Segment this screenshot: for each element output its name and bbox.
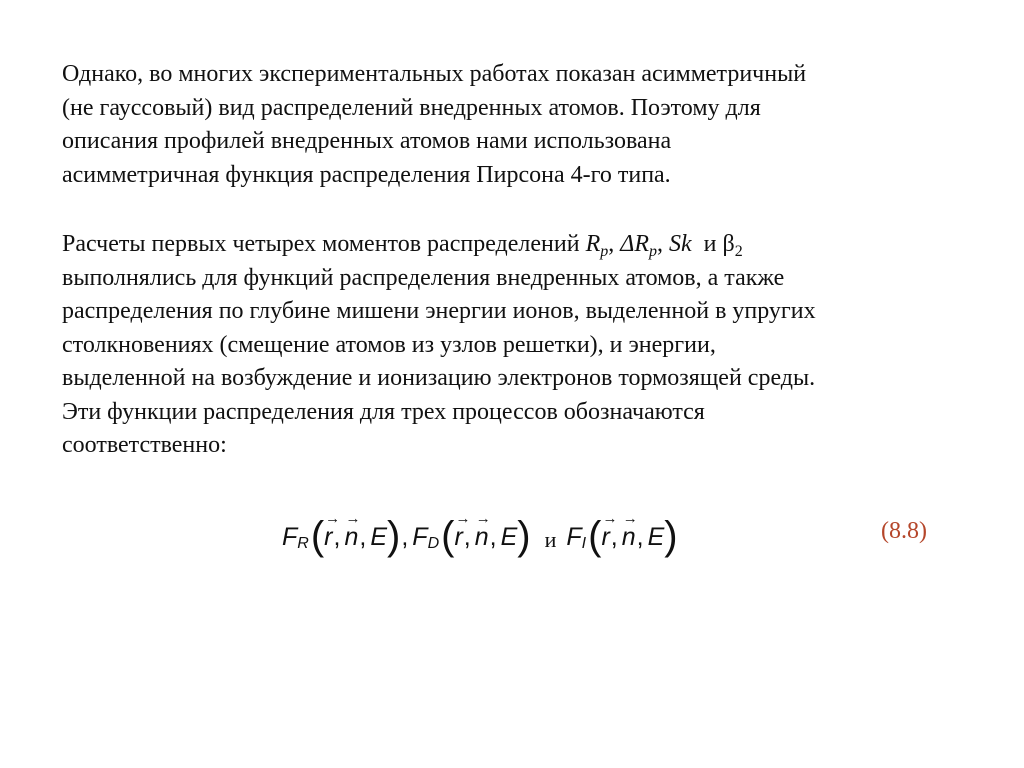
paragraph-1-line: Однако, во многих экспериментальных работах показан асимметричный	[62, 61, 807, 87]
paragraph-2-line: выполнялись для функций распределения внедренных атомов, а также	[62, 264, 785, 291]
equation-number: (8.8)	[881, 518, 927, 544]
function-symbol: F	[566, 522, 582, 551]
comma: ,	[401, 522, 409, 551]
function-subscript-r: R	[297, 535, 309, 552]
energy-e: E	[647, 522, 665, 551]
separator-comma: ,	[608, 231, 621, 257]
paragraph-2-line: выделенной на возбуждение и ионизацию электронов тормозящей среды.	[62, 365, 816, 391]
paragraph-1-line: асимметричная функция распределения Пирсона 4-го типа.	[62, 161, 671, 188]
paragraph-2-line: распределения по глубине мишени энергии ионов, выделенной в упругих	[62, 298, 816, 324]
close-parenthesis: )	[664, 514, 678, 558]
paragraph-1	[62, 58, 962, 192]
function-subscript-i: I	[581, 535, 587, 552]
comma: ,	[610, 522, 618, 551]
vector-r: → r	[324, 523, 332, 552]
vector-n: → n	[344, 523, 358, 552]
comma: ,	[463, 522, 471, 551]
vector-r: → r	[601, 523, 609, 552]
paragraph-2-first-line	[62, 228, 962, 262]
paragraph-2-line: соответственно:	[62, 432, 227, 458]
moment-beta: β	[722, 231, 735, 257]
energy-e: E	[500, 522, 518, 551]
open-parenthesis: (	[588, 514, 602, 558]
function-symbol: F	[282, 522, 298, 551]
paragraph-2-line: Эти функции распределения для трех процессов обозначаются	[62, 398, 705, 425]
moment-delta-r-subscript: p	[648, 243, 657, 260]
moment-r-subscript: p	[600, 243, 609, 260]
moment-delta-r: ΔR	[620, 231, 649, 257]
conjunction-and: и	[691, 231, 723, 257]
paragraph-1-line: описания профилей внедренных атомов нами использована	[62, 128, 672, 154]
comma: ,	[333, 522, 341, 551]
close-parenthesis: )	[387, 514, 401, 558]
function-subscript-d: D	[427, 535, 440, 552]
distribution-functions-formula	[282, 512, 678, 562]
moment-beta-subscript: 2	[734, 243, 743, 260]
energy-e: E	[370, 522, 387, 551]
paragraph-1-line: (не гауссовый) вид распределений внедренных атомов. Поэтому для	[62, 94, 761, 121]
separator-comma: ,	[656, 231, 669, 257]
vector-n: → n	[622, 523, 636, 552]
paragraph-2	[62, 228, 962, 463]
function-symbol: F	[412, 522, 428, 551]
vector-r: → r	[454, 523, 462, 552]
open-parenthesis: (	[441, 514, 455, 558]
close-parenthesis: )	[517, 514, 531, 558]
paragraph-2-prefix: Расчеты первых четырех моментов распределений	[62, 231, 586, 257]
open-parenthesis: (	[310, 514, 325, 558]
conjunction-and: и	[544, 527, 557, 552]
moment-skewness: Sk	[668, 231, 692, 257]
comma: ,	[636, 522, 644, 551]
vector-n: → n	[475, 523, 489, 552]
comma: ,	[489, 522, 497, 551]
comma: ,	[359, 522, 367, 551]
paragraph-2-line: столкновениях (смещение атомов из узлов решетки), и энергии,	[62, 331, 716, 358]
moment-r: R	[585, 231, 601, 257]
